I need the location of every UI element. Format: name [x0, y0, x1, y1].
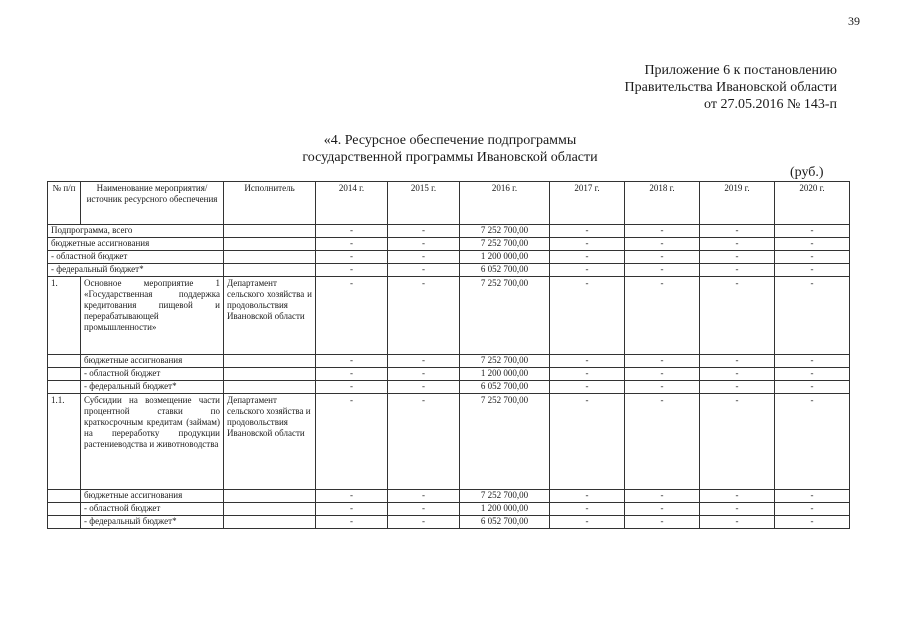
resource-table — [47, 181, 850, 529]
header-executor: Исполнитель — [224, 182, 316, 225]
cell-name: бюджетные ассигнования — [81, 355, 224, 368]
cell-num: 1. — [48, 277, 81, 355]
cell-name: бюджетные ассигнования — [81, 490, 224, 503]
header-2018: 2018 г. — [625, 182, 700, 225]
title-line-2: государственной программы Ивановской области — [302, 150, 598, 165]
table-row — [48, 381, 850, 394]
cell-value: - — [388, 264, 460, 277]
cell-value: - — [700, 264, 775, 277]
cell-value: - — [700, 516, 775, 529]
cell-value: - — [316, 238, 388, 251]
table-row — [48, 503, 850, 516]
cell-value: - — [625, 264, 700, 277]
cell-executor: Департамент сельского хозяйства и продовольствия Ивановской области — [224, 394, 316, 490]
cell-value: - — [625, 381, 700, 394]
cell-value: - — [316, 394, 388, 490]
cell-value: - — [550, 251, 625, 264]
cell-value: 6 052 700,00 — [460, 516, 550, 529]
cell-name: - областной бюджет — [81, 503, 224, 516]
cell-value: - — [700, 368, 775, 381]
cell-value: - — [700, 503, 775, 516]
cell-executor — [224, 225, 316, 238]
cell-value: - — [775, 503, 850, 516]
table-row — [48, 277, 850, 355]
table-row — [48, 355, 850, 368]
cell-value: 7 252 700,00 — [460, 490, 550, 503]
cell-num — [48, 381, 81, 394]
cell-value: - — [700, 394, 775, 490]
cell-value: - — [550, 355, 625, 368]
cell-value: - — [550, 368, 625, 381]
cell-value: - — [775, 238, 850, 251]
cell-value: - — [316, 355, 388, 368]
cell-executor — [224, 381, 316, 394]
cell-value: - — [775, 381, 850, 394]
cell-value: - — [775, 355, 850, 368]
currency-unit: (руб.) — [790, 165, 824, 180]
cell-value: - — [388, 368, 460, 381]
cell-value: 6 052 700,00 — [460, 264, 550, 277]
cell-value: - — [700, 381, 775, 394]
cell-value: 1 200 000,00 — [460, 368, 550, 381]
header-2015: 2015 г. — [388, 182, 460, 225]
cell-executor — [224, 251, 316, 264]
cell-value: 7 252 700,00 — [460, 225, 550, 238]
cell-value: - — [550, 225, 625, 238]
cell-name: Подпрограмма, всего — [48, 225, 224, 238]
cell-executor — [224, 516, 316, 529]
cell-value: - — [550, 394, 625, 490]
cell-name: - федеральный бюджет* — [81, 516, 224, 529]
cell-name: бюджетные ассигнования — [48, 238, 224, 251]
header-2014: 2014 г. — [316, 182, 388, 225]
cell-value: - — [316, 277, 388, 355]
table-row — [48, 225, 850, 238]
cell-value: - — [700, 355, 775, 368]
cell-value: - — [625, 238, 700, 251]
cell-num — [48, 368, 81, 381]
cell-name: - федеральный бюджет* — [48, 264, 224, 277]
cell-value: - — [700, 490, 775, 503]
cell-value: - — [625, 355, 700, 368]
cell-value: - — [775, 251, 850, 264]
cell-num — [48, 490, 81, 503]
cell-executor — [224, 503, 316, 516]
cell-executor — [224, 355, 316, 368]
cell-value: - — [625, 490, 700, 503]
cell-name: Субсидии на возмещение части процентной ставки по краткосрочным кредитам (займам) на переработку продукции растениеводства и животноводства — [81, 394, 224, 490]
header-2017: 2017 г. — [550, 182, 625, 225]
cell-value: - — [388, 381, 460, 394]
cell-value: - — [625, 225, 700, 238]
table-row — [48, 251, 850, 264]
cell-num — [48, 355, 81, 368]
table-row — [48, 516, 850, 529]
cell-value: - — [388, 238, 460, 251]
cell-value: 7 252 700,00 — [460, 394, 550, 490]
cell-value: - — [550, 277, 625, 355]
cell-value: - — [316, 516, 388, 529]
cell-value: - — [550, 516, 625, 529]
cell-value: - — [388, 490, 460, 503]
cell-value: 7 252 700,00 — [460, 277, 550, 355]
cell-num — [48, 516, 81, 529]
title-line-1: «4. Ресурсное обеспечение подпрограммы — [323, 133, 577, 148]
cell-value: - — [700, 225, 775, 238]
cell-value: - — [625, 503, 700, 516]
cell-executor — [224, 264, 316, 277]
document-title — [200, 132, 700, 166]
table-row — [48, 368, 850, 381]
table-row — [48, 264, 850, 277]
table-header-row — [48, 182, 850, 225]
header-2020: 2020 г. — [775, 182, 850, 225]
cell-value: - — [775, 394, 850, 490]
cell-num: 1.1. — [48, 394, 81, 490]
cell-value: 6 052 700,00 — [460, 381, 550, 394]
cell-value: - — [550, 238, 625, 251]
cell-value: - — [775, 368, 850, 381]
appendix-reference — [625, 62, 837, 113]
cell-value: - — [316, 368, 388, 381]
cell-name: Основное мероприятие 1 «Государственная поддержка кредитования пищевой и перерабатывающей промышленности» — [81, 277, 224, 355]
cell-value: - — [625, 368, 700, 381]
cell-value: - — [775, 225, 850, 238]
appendix-line-2: Правительства Ивановской области — [624, 80, 837, 95]
cell-value: - — [388, 394, 460, 490]
cell-value: 7 252 700,00 — [460, 355, 550, 368]
cell-value: - — [700, 277, 775, 355]
cell-value: - — [316, 264, 388, 277]
cell-value: - — [388, 503, 460, 516]
cell-value: 1 200 000,00 — [460, 503, 550, 516]
cell-value: - — [550, 503, 625, 516]
cell-executor — [224, 238, 316, 251]
cell-value: - — [388, 225, 460, 238]
table-row — [48, 394, 850, 490]
cell-value: - — [550, 381, 625, 394]
cell-value: - — [775, 490, 850, 503]
cell-num — [48, 503, 81, 516]
cell-value: - — [388, 277, 460, 355]
appendix-line-3: от 27.05.2016 № 143-п — [704, 97, 837, 112]
page-number: 39 — [848, 14, 860, 28]
cell-value: - — [625, 516, 700, 529]
cell-executor — [224, 368, 316, 381]
table-row — [48, 490, 850, 503]
cell-value: - — [550, 264, 625, 277]
cell-executor — [224, 490, 316, 503]
cell-name: - областной бюджет — [81, 368, 224, 381]
cell-name: - федеральный бюджет* — [81, 381, 224, 394]
cell-value: - — [700, 238, 775, 251]
cell-value: - — [550, 490, 625, 503]
cell-value: 7 252 700,00 — [460, 238, 550, 251]
table-row — [48, 238, 850, 251]
appendix-line-1: Приложение 6 к постановлению — [644, 63, 837, 78]
cell-value: - — [316, 381, 388, 394]
header-num: № п/п — [48, 182, 81, 225]
cell-value: - — [625, 277, 700, 355]
cell-value: - — [775, 516, 850, 529]
cell-value: - — [316, 503, 388, 516]
cell-value: - — [388, 355, 460, 368]
header-2016: 2016 г. — [460, 182, 550, 225]
cell-value: - — [388, 516, 460, 529]
cell-value: - — [700, 251, 775, 264]
cell-value: 1 200 000,00 — [460, 251, 550, 264]
cell-value: - — [625, 251, 700, 264]
cell-executor: Департамент сельского хозяйства и продовольствия Ивановской области — [224, 277, 316, 355]
cell-value: - — [625, 394, 700, 490]
header-2019: 2019 г. — [700, 182, 775, 225]
cell-value: - — [316, 490, 388, 503]
cell-value: - — [316, 225, 388, 238]
cell-name: - областной бюджет — [48, 251, 224, 264]
cell-value: - — [316, 251, 388, 264]
cell-value: - — [775, 264, 850, 277]
cell-value: - — [775, 277, 850, 355]
cell-value: - — [388, 251, 460, 264]
header-name: Наименование мероприятия/ источник ресурсного обеспечения — [81, 182, 224, 225]
